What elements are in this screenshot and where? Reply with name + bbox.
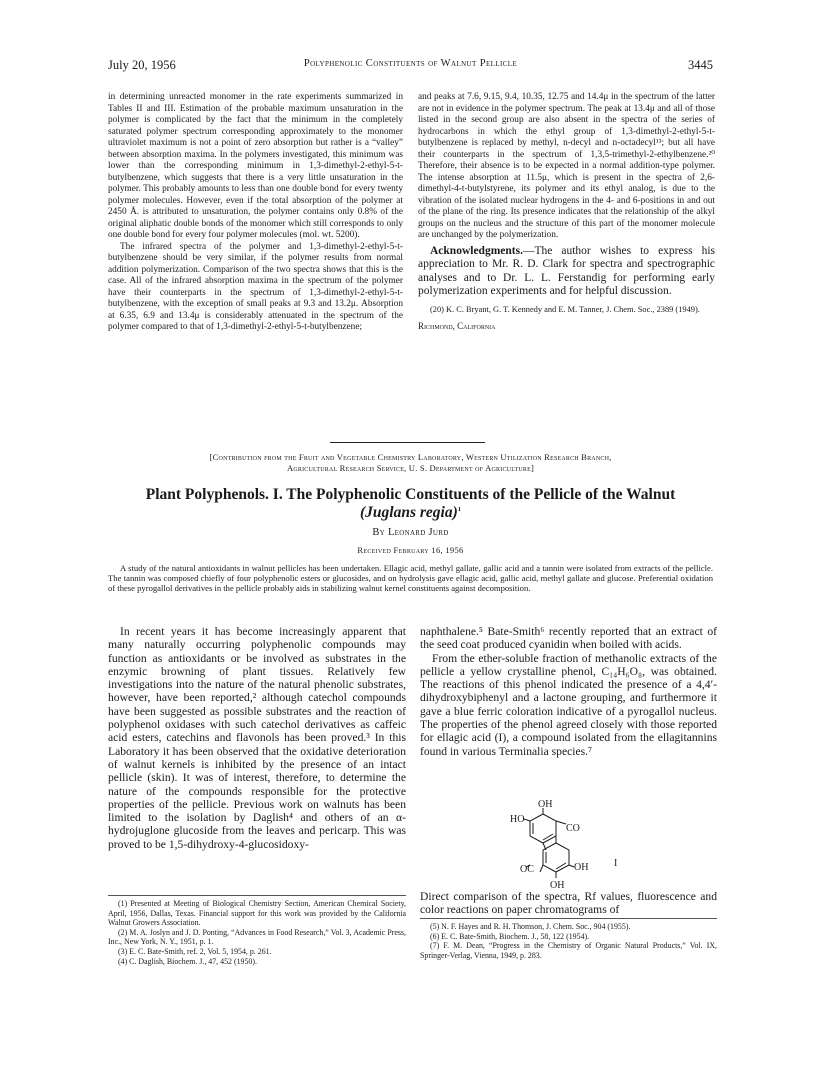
footnote: (3) E. C. Bate-Smith, ref. 2, Vol. 5, 1954, p. 261. (118, 946, 272, 956)
title-footnote-marker: 1 (457, 505, 461, 513)
acknowledgments (418, 245, 715, 299)
issue-date: July 20, 1956 (108, 58, 176, 72)
ack-text: —The author wishes to express his appreciation to Mr. R. D. Clark for spectra and spectrographic analyses and to Dr. L. L. Ferstandig for performing early polymerization experiments and for helpful discussion. (418, 244, 715, 297)
body-paragraph: In recent years it has become increasingly apparent that many naturally occurring polyphenolic compounds may function as antioxidants or be involved as substrates in the enzymic browning of plant tissues. Relatively few investigations into the nature of the natural phenolic substrates, however, have been reported,² although catechol compounds have been suggested as possible substrates and the reaction of polyphenol oxidases with such catechol derivatives as caffeic acid esters, catechins and flavonols has been proved.³ In this Laboratory it has been observed that the oxidative deterioration of walnut kernels is inhibited by the presence of an intact pellicle (skin). It was of interest, therefore, to determine the nature of the compounds responsible for the protective properties of the pellicle. Previous work on walnuts has been limited to the isolation by Daglish⁴ and others of an α-hydrojuglone glucoside from the leaves and pericarp. This was proved to be 1,5-dihydroxy-4-glucosidoxy- (108, 625, 406, 851)
compound-numeral: I (614, 858, 618, 869)
oh-right-label: OH (574, 862, 589, 873)
co-top-label: CO (566, 823, 580, 834)
body-paragraph: naphthalene.⁵ Bate-Smith⁶ recently reported that an extract of the seed coat produced cyanidin when boiled with acids. (420, 625, 717, 652)
body-paragraph: Direct comparison of the spectra, Rf values, fluorescence and color reactions on paper chromatograms of (420, 890, 717, 917)
footnote: (6) E. C. Bate-Smith, Biochem. J., 58, 122 (1954). (430, 931, 590, 941)
body-right-column (420, 625, 717, 758)
chemical-structure-diagram (498, 800, 678, 890)
footnote: (1) Presented at Meeting of Biological Chemistry Section, American Chemical Society, April, 1956, Dallas, Texas. Financial support for this work was provided by the California Walnut Growers Association. (108, 899, 406, 928)
title-line: Plant Polyphenols. I. The Polyphenolic Constituents of the Pellicle of the Walnut (145, 486, 676, 503)
ho-label: HO (510, 814, 525, 825)
footnote: (2) M. A. Joslyn and J. D. Ponting, “Advances in Food Research,” Vol. 3, Academic Press, Inc., New York, N. Y., 1951, p. 1. (108, 927, 406, 947)
oc-label: OC (520, 864, 534, 875)
prev-paragraph: in determining unreacted monomer in the rate experiments summarized in Tables II and III. Estimation of the probable maximum unsaturation in the polymer is complicated by the fact that the minimum in the completely saturated polymer spectrum corresponding approximately to the monomer ultraviolet maximum is not a point of zero absorption but rather is a “valley” between absorption maxima. In the polymers investigated, this minimum was lower than the corresponding minimum in 1,3-dimethyl-2-ethyl-5-t-butylbenzene, which suggests that there is a very little unsaturation in the polymer. This probably amounts to less than one double bond for every twenty polymer molecules. However, even if the total absorption of the polymer at 2450 Å. is attributed to unsaturation, the polymer contains only 0.8% of the original aliphatic double bonds of the monomer which still corresponds to only one double bond for every four polymer molecules (mol. wt. 5200). (108, 92, 403, 240)
running-title: Polyphenolic Constituents of Walnut Pellicle (303, 58, 518, 69)
body-paragraph: From the ether-soluble fraction of methanolic extracts of the pellicle a yellow crystalline phenol, C₁₄H₆O₈, was obtained. The reactions of this phenol indicated the presence of a 4,4′-dihydroxybiphenyl and a lactone grouping, and furthermore it gave a blue ferric coloration indicative of a pyrogallol nucleus. The properties of the phenol agreed closely with those reported for ellagic acid (I), a compound isolated from the ellagitannins found in various Terminalia species.⁷ (420, 651, 717, 758)
article-title (108, 486, 713, 522)
body-left-column (108, 625, 406, 851)
received-date: Received February 16, 1956 (357, 545, 464, 555)
author-location: Richmond, California (418, 321, 496, 331)
lower-ring (543, 843, 569, 872)
footnotes-left (108, 895, 406, 966)
body-right-continuation (420, 890, 717, 917)
contribution-note (108, 452, 713, 474)
page-number: 3445 (688, 58, 713, 72)
prev-paragraph: The infrared spectra of the polymer and 1,3-dimethyl-2-ethyl-5-t-butylbenzene should be very similar, if the polymer results from normal addition polymerization. Comparison of the two spectra shows that this is the case. All of the infrared absorption maxima in the spectrum of the polymer have their counterparts in the spectrum of 1,3-dimethyl-2-ethyl-5-t-butylbenzene, with the exception of small peaks at 9.3 and 13.2μ. Absorption at 6.35, 6.9 and 13.4μ is considerably attenuated in the spectrum of the polymer compared to that of 1,3-dimethyl-2-ethyl-5-t-butylbenzene; (108, 241, 403, 332)
footnote: (5) N. F. Hayes and R. H. Thomson, J. Chem. Soc., 904 (1955). (430, 922, 631, 931)
reference-20: (20) K. C. Bryant, G. T. Kennedy and E. M. Tanner, J. Chem. Soc., 2389 (1949). (430, 304, 700, 314)
footnote: (4) C. Daglish, Biochem. J., 47, 452 (1950). (118, 956, 257, 966)
prev-paragraph: and peaks at 7.6, 9.15, 9.4, 10.35, 12.75 and 14.4μ in the spectrum of the latter are not in evidence in the polymer spectrum. The peak at 13.4μ and all of those listed in the second group are also absent in the spectra of the series of hydrocarbons in which the ethyl group of 1,3-dimethyl-2-ethyl-5-t-butylbenzene is replaced by methyl, n-decyl and n-octadecyl¹³; but all have their counterparts in the spectrum of 1,3,5-trimethyl-2-ethylbenzene.²⁰ Therefore, their absence is to be expected in a normal addition-type polymer. The intense absorption at 11.5μ, which is present in the spectra of 2,6-dimethyl-4-t-butylstyrene, its polymer and its ethyl analog, is due to the vibration of the isolated nuclear hydrogens in the 4- and 6-positions in and out of the plane of the ring. Its presence indicates that the relationship of the alkyl groups on the nucleus and the structure of this part of the monomer molecule are unchanged by the polymerization. (418, 92, 715, 240)
prev-article-left-column (108, 92, 403, 334)
contribution-line: Agricultural Research Service, U. S. Department of Agriculture] (286, 463, 535, 473)
upper-ring (530, 814, 556, 843)
oh-top-label: OH (538, 800, 553, 810)
prev-article-right-column (418, 92, 715, 333)
author-byline: By Leonard Jurd (372, 527, 449, 538)
oh-bottom-label: OH (550, 880, 565, 890)
footnote: (7) F. M. Dean, “Progress in the Chemistry of Organic Natural Products,” Vol. IX, Springer-Verlag, Vienna, 1949, p. 283. (420, 941, 717, 960)
abstract: A study of the natural antioxidants in walnut pellicles has been undertaken. Ellagic acid, methyl gallate, gallic acid and a tannin were isolated from extracts of the pellicle. The tannin was composed chiefly of four polyphenolic esters or glucosides, and on hydrolysis gave ellagic acid, gallic acid, methyl gallate and glucose. Preferential oxidation of these pyrogallol derivatives in the pellicle probably aids in stabilizing walnut kernel constituents against decomposition. (108, 563, 713, 594)
ellagic-acid-structure (498, 800, 678, 890)
ack-heading: Acknowledgments. (430, 244, 523, 257)
title-line-italic: (Juglans regia) (360, 504, 458, 521)
page-header (108, 58, 713, 78)
contribution-line: [Contribution from the Fruit and Vegetable Chemistry Laboratory, Western Utilization Research Branch, (209, 452, 612, 462)
footnotes-right (420, 918, 717, 960)
article-divider (330, 442, 485, 443)
